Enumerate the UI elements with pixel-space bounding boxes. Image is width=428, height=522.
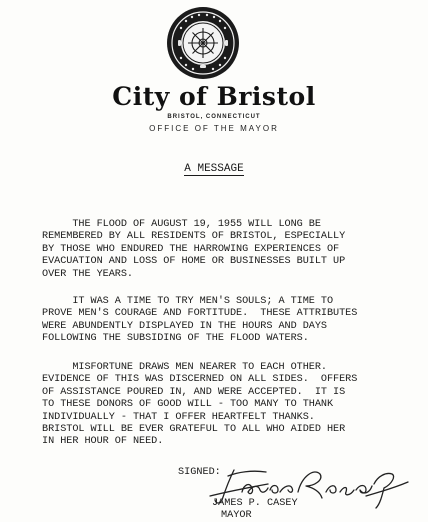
- message-heading: [0, 163, 428, 175]
- message-paragraph-2: IT WAS A TIME TO TRY MEN'S SOULS; A TIME TO PROVE MEN'S COURAGE AND FORTITUDE. THESE ATTRIBUTES WERE ABUNDENTLY DISPLAYED IN THE HOURS AND DAYS FOLLOWING THE SUBSIDING OF THE FLOOD WATERS.: [42, 296, 358, 345]
- message-paragraph-3: MISFORTUNE DRAWS MEN NEARER TO EACH OTHER. EVIDENCE OF THIS WAS DISCERNED ON ALL SIDES. OFFERS OF ASSISTANCE POURED IN, AND WERE ACCEPTED. IT IS TO THESE DONORS OF GOOD WILL - TOO MANY TO THANK INDIVIDUALLY - THAT I OFFER HEARTFELT THANKS. BRISTOL WILL BE EVER GRATEFUL TO ALL WHO AIDED HER IN HER HOUR OF NEED.: [42, 362, 358, 448]
- signer-name: JAMES P. CASEY: [212, 498, 298, 509]
- message-heading-text: A MESSAGE: [184, 163, 244, 175]
- message-paragraph-1: THE FLOOD OF AUGUST 19, 1955 WILL LONG BE REMEMBERED BY ALL RESIDENTS OF BRISTOL, ESPECIALLY BY THOSE WHO ENDURED THE HARROWING EXPERIENCES OF EVACUATION AND LOSS OF HOME OR BUSINESSES BUILT UP OVER THE YEARS.: [42, 219, 346, 280]
- office-of-mayor: OFFICE OF THE MAYOR: [149, 124, 279, 133]
- city-seal-icon: [166, 6, 240, 80]
- city-title: City of Bristol: [112, 82, 316, 111]
- city-subtitle: BRISTOL, CONNECTICUT: [167, 114, 261, 120]
- signed-label: SIGNED:: [178, 467, 221, 478]
- signer-title: MAYOR: [221, 510, 252, 521]
